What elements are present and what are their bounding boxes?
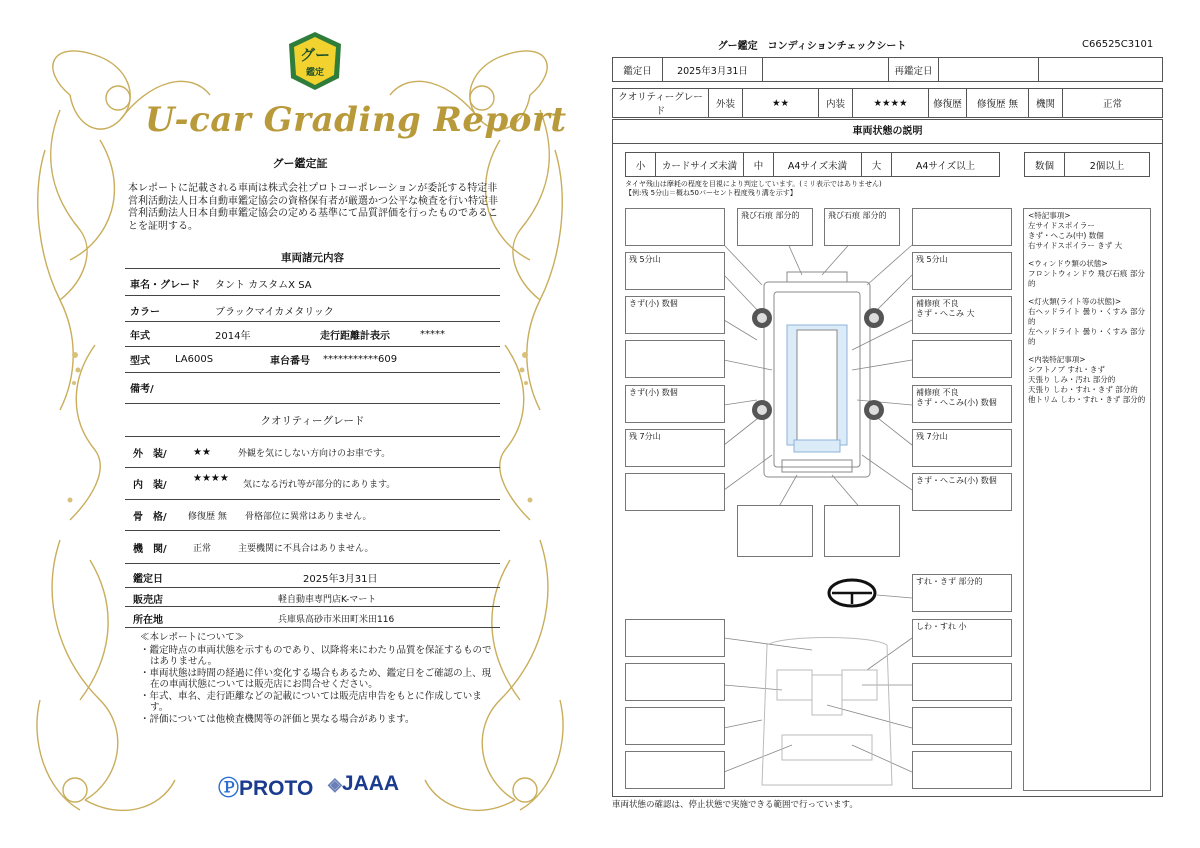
condition-box (625, 663, 725, 701)
report-script-title: U-car Grading Report (145, 100, 567, 140)
certificate-title: グー鑑定証 (272, 157, 328, 170)
condition-box (625, 707, 725, 745)
condition-box: 補修痕 不良 きず・へこみ 大 (912, 296, 1012, 334)
condition-box (912, 340, 1012, 378)
condition-box (912, 663, 1012, 701)
condition-box: すれ・きず 部分的 (912, 574, 1012, 612)
condition-box (625, 340, 725, 378)
spec-row-remarks: 備考/ (130, 383, 154, 395)
inspection-date-row: 鑑定日 2025年3月31日 (133, 573, 378, 585)
spec-row-name: 車名・グレード タント カスタムX SA (130, 279, 312, 291)
grade-table: クオリティーグレード 外装 ★★ 内装 ★★★★ 修復歴 修復歴 無 機関 正常 (612, 88, 1163, 118)
grade-row-exterior: 外 装/ ★★ 外観を気にしない方向けのお車です。 (133, 446, 391, 460)
shop-row: 販売店 軽自動車専門店K-マート (133, 594, 377, 606)
condition-box (625, 473, 725, 511)
proto-mark-icon: Ⓟ (218, 777, 239, 800)
condition-box (737, 505, 813, 557)
condition-box: 飛び石痕 部分的 (737, 208, 813, 246)
condition-box: きず(小) 数個 (625, 296, 725, 334)
specs-title: 車両諸元内容 (281, 252, 344, 264)
certificate-intro: 本レポートに記載される車両は株式会社プロトコーポレーションが委託する特定非営利活動法人日本自動車鑑定協会の資格保有者が厳選かつ公平な検査を行い特定非営利活動法人日本自動車鑑定協会の定める基準にて品質評価を行ったものであることを証明する。 (128, 183, 498, 232)
condition-box: 飛び石痕 部分的 (824, 208, 900, 246)
count-legend: 数個 2個以上 (1024, 152, 1150, 177)
condition-box: しわ・すれ 小 (912, 619, 1012, 657)
date-table: 鑑定日 2025年3月31日 再鑑定日 (612, 57, 1163, 82)
goo-kantei-badge-icon (285, 30, 345, 92)
condition-box: きず・へこみ(小) 数個 (912, 473, 1012, 511)
condition-box: 補修痕 不良 きず・へこみ(小) 数個 (912, 385, 1012, 423)
panel-title: 車両状態の説明 (613, 120, 1162, 144)
quality-title: クオリティーグレード (260, 415, 365, 427)
special-notes: <特記事項> 左サイドスポイラー きず・へこみ(中) 数個 右サイドスポイラー きず 大 <ウィンドウ類の状態> フロントウィンドウ 飛び石痕 部分的 <灯火類(ライト等の状態)> 右ヘッドライト 曇り・くすみ 部分的 左ヘッドライト 曇り・くすみ 部分的 <内装特記事項> シフトノブ すれ・きず 天張り しみ・汚れ 部分的 天張り しわ・すれ・きず 部分的 他トリム しわ・すれ・きず 部分的 (1023, 208, 1151, 791)
grade-row-interior: 内 装/ ★★★★ 気になる汚れ等が部分的にあります。 (133, 472, 396, 491)
spec-row-color: カラー ブラックマイカメタリック (130, 306, 334, 318)
condition-box (625, 208, 725, 246)
condition-box (912, 707, 1012, 745)
condition-box (625, 619, 725, 657)
condition-box: 残 7分山 (912, 429, 1012, 467)
spec-row-year: 年式 2014年 走行距離計表示 ***** (130, 328, 445, 342)
size-legend: 小 カードサイズ未満 中 A4サイズ未満 大 A4サイズ以上 (625, 152, 1000, 177)
condition-box: 残 7分山 (625, 429, 725, 467)
grade-row-frame: 骨 格/ 修復歴 無 骨格部位に異常はありません。 (133, 511, 372, 523)
svg-text:鑑定: 鑑定 (305, 68, 325, 78)
condition-box (824, 505, 900, 557)
report-notes: ≪本レポートについて≫ ・鑑定時点の車両状態を示すものであり、以降将来にわたり品質を保証するものではありません。 ・車両状態は時間の経過に伴い変化する場合もあるため、鑑定日をご確認の上、現在の車両状態については販売店にお問合せください。 ・年式、車名、走行距離などの記載については販売店申告をもとに作成しています。 ・評価については他検査機関等の評価と異なる場合があります。 (140, 632, 492, 725)
condition-box: 残 5分山 (912, 252, 1012, 290)
tire-note: タイヤ残山は摩耗の程度を目視により判定しています。(ミリ表示ではありません) 【例:残 5分山＝概ね50パーセント程度残り溝を示す】 (625, 180, 882, 197)
proto-logo: ⓅPROTO (218, 777, 314, 800)
jaaa-logo: ◈JAAA (328, 772, 400, 795)
address-row: 所在地 兵庫県高砂市米田町米田116 (133, 614, 395, 626)
jaaa-mark-icon: ◈ (328, 774, 342, 794)
condition-box (912, 751, 1012, 789)
grade-row-engine: 機 関/ 正常 主要機関に不具合はありません。 (133, 543, 374, 555)
condition-box (625, 751, 725, 789)
svg-text:グー: グー (299, 46, 331, 64)
condition-box: きず(小) 数個 (625, 385, 725, 423)
steering-wheel-icon (829, 580, 875, 606)
sheet-code: C66525C3101 (1082, 39, 1154, 50)
spec-row-model: 型式 LA600S 車台番号 ***********609 (130, 353, 398, 367)
sheet-title: グー鑑定 コンディションチェックシート (717, 41, 907, 52)
condition-box (912, 208, 1012, 246)
condition-box: 残 5分山 (625, 252, 725, 290)
sheet-footer: 車両状態の確認は、停止状態で実施できる範囲で行っています。 (612, 800, 858, 810)
